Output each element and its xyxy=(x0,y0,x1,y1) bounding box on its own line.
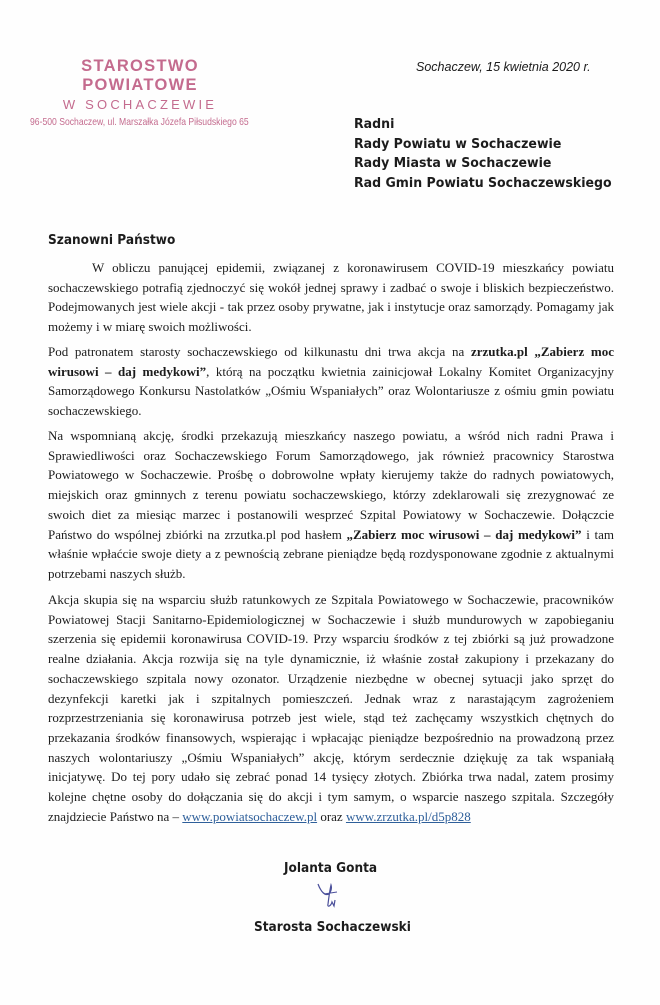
recipient-line: Rad Gmin Powiatu Sochaczewskiego xyxy=(354,174,612,191)
signatory-name: Jolanta Gonta xyxy=(284,860,378,876)
letterhead xyxy=(30,57,250,128)
handwritten-signature-icon xyxy=(315,880,345,910)
letterhead-address: 96-500 Sochaczew, ul. Marszałka Józefa Piłsudskiego 65 xyxy=(30,116,249,128)
salutation: Szanowni Państwo xyxy=(48,232,176,248)
recipient-line: Rady Miasta w Sochaczewie xyxy=(354,155,552,171)
recipients-block xyxy=(354,115,612,193)
paragraph-2 xyxy=(48,342,614,421)
powiat-website-link[interactable]: www.powiatsochaczew.pl xyxy=(182,808,318,824)
recipient-line: Radni xyxy=(354,116,395,132)
paragraph-text: Akcja skupia się na wsparciu służb ratunkowych ze Szpitala Powiatowego w Sochaczewie, pracowników Powiatowej Stacji Sanitarno-Epidemiologicznej w Sochaczewie i służb mundurowych w zapobieganiu szerzenia się epidemii koronawirusa COVID-19. Przy wsparciu środków z tej zbiórki są już prowadzone realne działania. Akcja rozwija się na tyle dynamicznie, iż właśnie został zakupiony i przekazany do sochaczewskiego szpitala nowy ozonator. Urządzenie niezbędne w obecnej sytuacji jako sprzęt do dezynfekcji karetki jak i szpitalnych pomieszczeń. Jednak wraz z narastającym zagrożeniem rozprzestrzeniania się koronawirusa potrzeb jest wiele, stąd też zachęcamy wszystkich chętnych do przekazania środków finansowych, wspierając i wpłacając pieniądze bezpośrednio na prowadzoną przez naszych wolontariuszy „Ośmiu Wspaniałych” akcję, którym serdecznie dziękuję za tak wspaniałą inicjatywę. Do tej pory udało się zebrać ponad 14 tysięcy złotych. Zbiórka trwa nadal, zatem prosimy kolejne chętne osoby do dołączania się do akcji i tym samym, o wsparcie naszego szpitala. Szczegóły znajdziecie Państwo na – xyxy=(48,592,614,824)
paragraph-text: oraz xyxy=(317,808,346,824)
letter-date: Sochaczew, 15 kwietnia 2020 r. xyxy=(416,60,591,74)
campaign-slogan: „Zabierz moc wirusowi – daj medykowi” xyxy=(48,344,615,379)
paragraph-1: W obliczu panującej epidemii, związanej z koronawirusem COVID-19 mieszkańcy powiatu sochaczewskiego potrafią zjednoczyć się wokół jednej sprawy i zadbać o swoje i bliskich bezpieczeństwo. Podejmowanych jest wiele akcji - tak przez osoby prywatne, jak i instytucje oraz samorządy. Pomagamy jak możemy i w miarę swoich możliwości. xyxy=(48,260,614,335)
recipient-line: Rady Powiatu w Sochaczewie xyxy=(354,135,562,152)
signatory-title: Starosta Sochaczewski xyxy=(254,919,411,935)
zrzutka-bold: zrzutka.pl xyxy=(470,344,528,359)
paragraph-4 xyxy=(48,590,614,826)
paragraph-text: Na wspomnianą akcję, środki przekazują mieszkańcy naszego powiatu, a wśród nich radni Prawa i Sprawiedliwości oraz Sochaczewskiego Forum Samorządowego, jak również pracownicy Starostwa Powiatowego w Sochaczewie. Prośbę o dobrowolne wpłaty kierujemy także do radnych powiatowych, miejskich oraz gminnych z terenu powiatu sochaczewskiego, którzy zdeklarowali się zrezygnować ze swoich diet za miesiąc marzec i postanowili wesprzeć Szpital Powiatowy w Sochaczewie. Dołączcie Państwo do wspólnej zbiórki na zrzutka.pl pod hasłem xyxy=(48,428,614,542)
zrzutka-link[interactable]: www.zrzutka.pl/d5p828 xyxy=(345,808,471,824)
letterhead-subtitle: W SOCHACZEWIE xyxy=(62,97,218,112)
paragraph-3 xyxy=(48,426,614,584)
paragraph-text: , którą na początku kwietnia zainicjował Lokalny Komitet Organizacyjny Samorządowego Konkursu Nastolatków „Ośmiu Wspaniałych” oraz Wolontariusze z ośmiu gmin powiatu sochaczewskiego. xyxy=(48,363,615,419)
campaign-slogan: „Zabierz moc wirusowi – daj medykowi” xyxy=(346,526,582,542)
paragraph-text: i tam właśnie wpłaćcie swoje diety a z pewnością zebrane pieniądze będą rozdysponowane zgodnie z aktualnymi potrzebami naszych służb. xyxy=(48,526,615,581)
letterhead-title: STAROSTWO POWIATOWE xyxy=(81,57,199,94)
paragraph-text: Pod patronatem starosty sochaczewskiego od kilkunastu dni trwa akcja na xyxy=(48,344,471,359)
